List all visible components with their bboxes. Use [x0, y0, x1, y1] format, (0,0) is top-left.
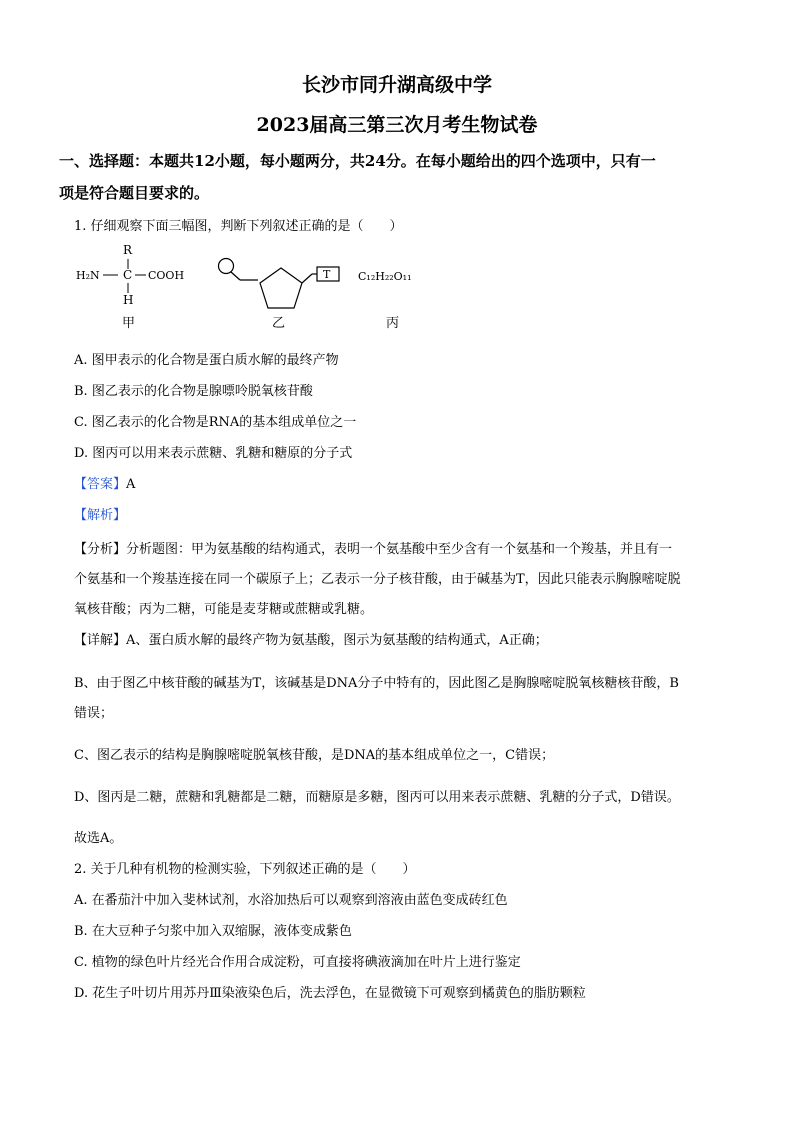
q1-xiangjie-a [74, 629, 548, 648]
base-bond [302, 274, 312, 283]
amino-r: R [123, 243, 133, 257]
exam-title: 2023届高三第三次月考生物试卷 [256, 114, 538, 136]
q1-xiangjie-c: C、图乙表示的结构是胸腺嘧啶脱氧核苷酸，是DNA的基本组成单位之一，C错误； [74, 748, 555, 763]
pentose-pentagon-icon [260, 268, 302, 308]
q2-option-b: B. 在大豆种子匀浆中加入双缩脲，液体变成紫色 [74, 924, 352, 939]
q2-option-c: C. 植物的绿色叶片经光合作用合成淀粉，可直接将碘液滴加在叶片上进行鉴定 [74, 955, 521, 970]
q1-fenxi-line1 [74, 538, 672, 557]
sugar-formula: C₁₂H₂₂O₁₁ [358, 270, 412, 283]
q1-fenxi-line3: 氧核苷酸；丙为二糖，可能是麦芽糖或蔗糖或乳糖。 [74, 602, 374, 617]
answer-value: A [126, 477, 136, 492]
base-letter: T [323, 268, 331, 281]
fenxi-tag: 【分析】 [74, 542, 127, 557]
q1-figure [70, 238, 440, 338]
q1-option-b: B. 图乙表示的化合物是腺嘌呤脱氧核苷酸 [74, 384, 313, 399]
label-jia: 甲 [122, 316, 136, 331]
section-heading-line2: 项是符合题目要求的。 [59, 184, 210, 202]
phosphate-bond [231, 272, 240, 280]
q2-stem: 2. 关于几种有机物的检测实验，下列叙述正确的是（ ） [74, 862, 416, 877]
xiangjie-tag: 【详解】 [74, 633, 127, 648]
q1-analysis-heading [74, 504, 126, 523]
q1-option-a: A. 图甲表示的化合物是蛋白质水解的最终产物 [74, 353, 339, 368]
school-title: 长沙市同升湖高级中学 [301, 74, 492, 96]
amino-h2n: H₂N [76, 269, 100, 282]
q1-xiangjie-b2: 错误； [74, 706, 114, 721]
amino-h: H [123, 293, 134, 307]
q1-stem: 1. 仔细观察下面三幅图，判断下列叙述正确的是（ ） [74, 219, 403, 234]
q1-fenxi-line2: 个氨基和一个羧基连接在同一个碳原子上；乙表示一分子核苷酸，由于碱基为T，因此只能表示胸腺嘧啶脱 [74, 572, 681, 587]
q2-option-d: D. 花生子叶切片用苏丹Ⅲ染液染色后，洗去浮色，在显微镜下可观察到橘黄色的脂肪颗粒 [74, 986, 586, 1001]
section-heading-line1: 一、选择题：本题共12小题，每小题两分，共24分。在每小题给出的四个选项中，只有一 [59, 152, 656, 170]
q1-option-d: D. 图丙可以用来表示蔗糖、乳糖和糖原的分子式 [74, 446, 353, 461]
amino-cooh: COOH [148, 269, 185, 282]
q1-xiangjie-d: D、图丙是二糖，蔗糖和乳糖都是二糖，而糖原是多糖，图丙可以用来表示蔗糖、乳糖的分子式，D错误。 [74, 790, 680, 805]
label-yi: 乙 [272, 316, 286, 331]
q1-option-c: C. 图乙表示的化合物是RNA的基本组成单位之一 [74, 415, 357, 430]
phosphate-circle-icon [219, 259, 234, 274]
label-bing: 丙 [386, 316, 400, 331]
xiangjie-a-text: A、蛋白质水解的最终产物为氨基酸，图示为氨基酸的结构通式，A正确； [126, 633, 548, 648]
answer-tag: 【答案】 [74, 477, 127, 492]
fenxi-text1: 分析题图：甲为氨基酸的结构通式，表明一个氨基酸中至少含有一个氨基和一个羧基，并且有一 [126, 542, 673, 557]
q2-option-a: A. 在番茄汁中加入斐林试剂，水浴加热后可以观察到溶液由蓝色变成砖红色 [74, 893, 508, 908]
analysis-tag: 【解析】 [74, 508, 127, 523]
q1-xiangjie-b1: B、由于图乙中核苷酸的碱基为T，该碱基是DNA分子中特有的，因此图乙是胸腺嘧啶脱氧核糖核苷酸，B [74, 676, 679, 691]
amino-c: C [123, 268, 133, 282]
q1-answer [74, 473, 135, 492]
q1-conclusion: 故选A。 [74, 831, 123, 846]
